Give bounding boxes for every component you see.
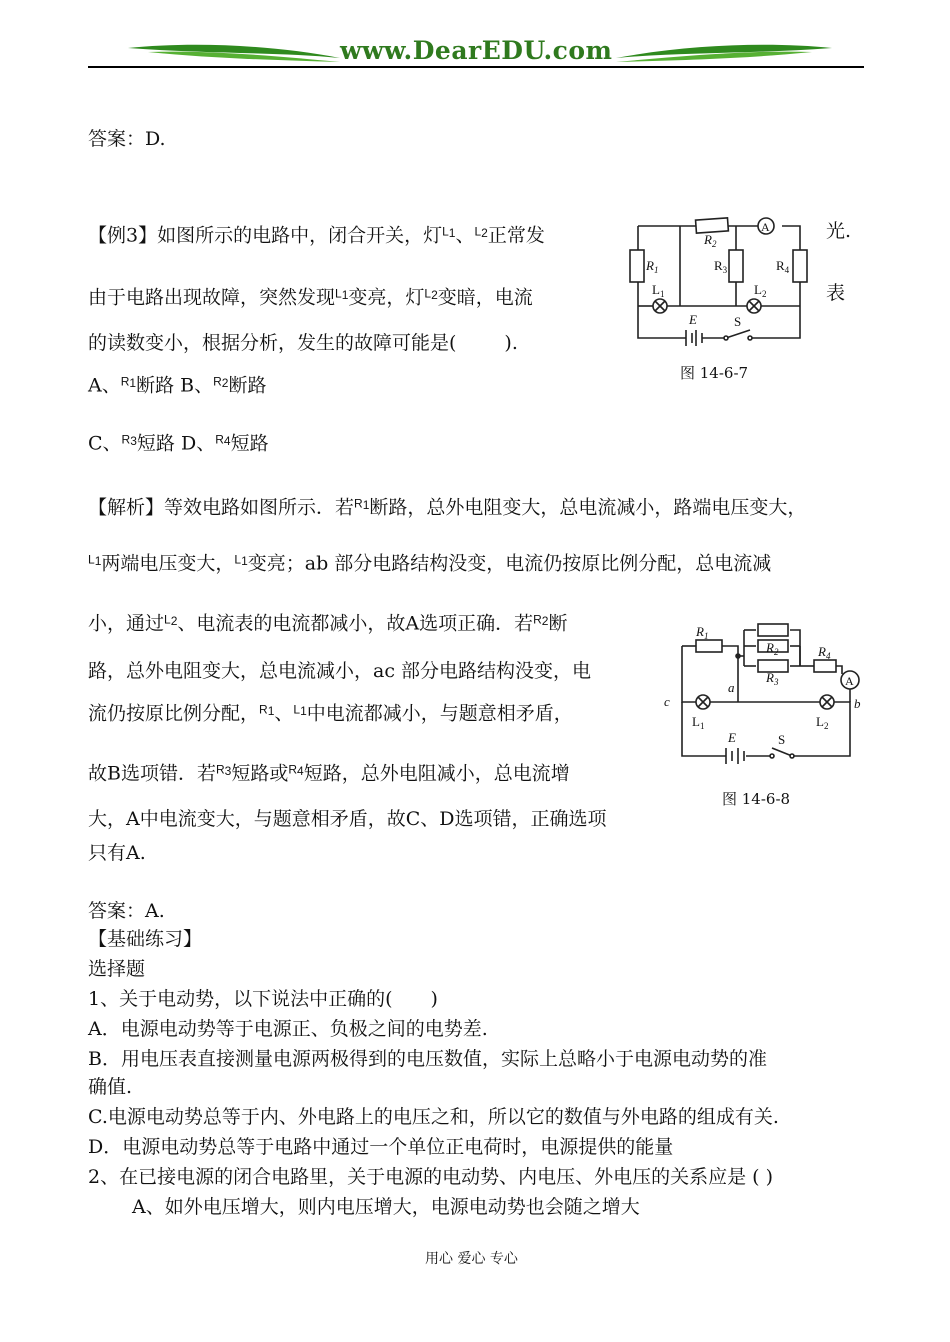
line2-a: 由于电路出现故障，突然发现 bbox=[88, 286, 336, 309]
l2-label: $L_2$ bbox=[754, 282, 767, 299]
sub: 3 bbox=[130, 434, 137, 448]
right-swoosh-icon bbox=[612, 38, 832, 66]
analysis-l3-a: 小，通过 bbox=[88, 612, 165, 635]
analysis-l5-a: 流仍按原比例分配， bbox=[88, 702, 260, 725]
header-rule bbox=[88, 66, 864, 68]
sub: 4 bbox=[223, 434, 231, 448]
sub: 1 bbox=[362, 498, 370, 512]
analysis-line6 bbox=[88, 758, 570, 786]
option-c-label: C、 bbox=[88, 432, 122, 455]
example3-options-cd bbox=[88, 428, 269, 456]
example3-line1 bbox=[88, 220, 545, 248]
symbol-r1: R bbox=[354, 496, 363, 510]
fig2-ammeter-label: A bbox=[845, 674, 854, 688]
sep: 、 bbox=[455, 224, 475, 247]
line3-text: 的读数变小，根据分析，发生的故障可能是( bbox=[88, 332, 457, 354]
symbol-r1: R bbox=[259, 702, 268, 716]
option-a-text: 断路 bbox=[136, 374, 175, 397]
left-swoosh-icon bbox=[128, 38, 343, 66]
emf-label: E bbox=[689, 312, 697, 327]
symbol-l1: L bbox=[293, 702, 301, 716]
sub: 1 bbox=[341, 288, 349, 302]
q1-option-b-line1: B．用电压表直接测量电源两极得到的电压数值，实际上总略小于电源电动势的准 bbox=[88, 1048, 767, 1070]
analysis-l1-a: 【解析】等效电路如图所示．若 bbox=[88, 496, 355, 519]
example3-line1-end: 光. bbox=[826, 220, 852, 242]
example3-line2-end: 表 bbox=[826, 282, 846, 304]
question-1 bbox=[88, 988, 438, 1010]
q2-option-a: A、如外电压增大，则内电压增大，电源电动势也会随之增大 bbox=[132, 1196, 640, 1218]
q1-option-d: D．电源电动势总等于电路中通过一个单位正电荷时，电源提供的能量 bbox=[88, 1136, 674, 1158]
option-a-label: A、 bbox=[88, 374, 121, 397]
fig2-switch-label: S bbox=[778, 732, 786, 747]
analysis-l1-b: 断路，总外电阻变大，总电流减小，路端电压变大， bbox=[369, 496, 807, 519]
fig2-r1-label: $R_1$ bbox=[696, 624, 709, 641]
symbol-r2: R bbox=[533, 612, 542, 626]
figure-1-caption: 图 14-6-7 bbox=[680, 364, 749, 382]
option-b-label: B、 bbox=[174, 374, 214, 397]
symbol-r3: R bbox=[215, 762, 225, 776]
q1-option-b-line2: 确值. bbox=[88, 1076, 133, 1098]
sub: 1 bbox=[129, 376, 137, 390]
example3-lead: 【例3】如图所示的电路中，闭合开关，灯 bbox=[88, 224, 443, 247]
sep: 、 bbox=[274, 702, 294, 725]
sub: 2 bbox=[481, 226, 488, 240]
sub: 2 bbox=[221, 376, 229, 390]
analysis-l2-a: 两端电压变大， bbox=[101, 552, 235, 575]
symbol-l1: L bbox=[234, 552, 242, 566]
sub: 1 bbox=[448, 226, 456, 240]
q1-option-c: C.电源电动势总等于内、外电路上的电压之和，所以它的数值与外电路的组成有关. bbox=[88, 1106, 779, 1128]
answer-1: 答案：D. bbox=[88, 128, 166, 150]
symbol-r2: R bbox=[213, 374, 222, 388]
node-a-label: a bbox=[728, 680, 735, 695]
symbol-l1: L bbox=[442, 224, 449, 238]
option-b-text: 断路 bbox=[228, 374, 267, 397]
basic-practice-title: 【基础练习】 bbox=[88, 928, 203, 950]
figure-2-caption: 图 14-6-8 bbox=[722, 790, 791, 808]
q1-close: ) bbox=[430, 988, 438, 1010]
page-footer: 用心 爱心 专心 bbox=[425, 1251, 518, 1267]
symbol-l2: L bbox=[474, 224, 482, 238]
line2-b: 变亮，灯 bbox=[348, 286, 425, 309]
sub: 1 bbox=[300, 704, 307, 718]
analysis-l5-b: 中电流都减小，与题意相矛盾， bbox=[306, 702, 573, 725]
node-b-label: b bbox=[854, 696, 861, 711]
fig2-l1-label: $L_1$ bbox=[692, 714, 705, 731]
line1-tail: 正常发 bbox=[487, 224, 545, 247]
analysis-line3 bbox=[88, 608, 568, 636]
answer-2: 答案：A. bbox=[88, 900, 165, 922]
option-c-text: 短路 bbox=[136, 432, 175, 455]
symbol-l2: L bbox=[164, 612, 171, 626]
sub: 1 bbox=[267, 704, 275, 718]
sub: 2 bbox=[431, 288, 438, 302]
circuit-figure-2 bbox=[660, 616, 870, 766]
sub: 2 bbox=[541, 614, 549, 628]
ammeter-label: A bbox=[761, 220, 770, 234]
sub: 3 bbox=[224, 764, 232, 778]
analysis-l3-b: 、电流表的电流都减小，故A选项正确．若 bbox=[177, 612, 534, 635]
site-logo: www.DearEDU.com bbox=[340, 36, 613, 65]
analysis-line7: 大，A中电流变大，与题意相矛盾，故C、D选项错，正确选项 bbox=[88, 808, 607, 830]
example3-options-ab bbox=[88, 370, 267, 398]
r2-label: $R_2$ bbox=[704, 232, 717, 249]
symbol-r4: R bbox=[215, 432, 224, 446]
symbol-r1: R bbox=[120, 374, 130, 388]
option-d-text: 短路 bbox=[230, 432, 269, 455]
r4-label: $R_4$ bbox=[776, 258, 790, 275]
node-c-label: c bbox=[664, 694, 670, 709]
switch-label: S bbox=[734, 314, 742, 329]
line3-close: ). bbox=[504, 332, 518, 354]
basic-practice-subtitle: 选择题 bbox=[88, 958, 146, 980]
q1-option-a: A．电源电动势等于电源正、负极之间的电势差. bbox=[88, 1018, 488, 1040]
sub: 1 bbox=[94, 554, 102, 568]
r1-label: $R_1$ bbox=[646, 258, 659, 275]
fig2-r4-label: $R_4$ bbox=[818, 644, 831, 661]
fig2-r2-label: $R_2$ bbox=[766, 640, 779, 657]
analysis-line1 bbox=[88, 492, 806, 520]
analysis-l2-b: 变亮；ab 部分电路结构没变，电流仍按原比例分配，总电流减 bbox=[247, 552, 772, 575]
symbol-l1: L bbox=[335, 286, 342, 300]
line2-c: 变暗，电流 bbox=[437, 286, 533, 309]
symbol-l2: L bbox=[424, 286, 432, 300]
analysis-l6-a: 故B选项错．若 bbox=[88, 762, 216, 785]
sub: 1 bbox=[241, 554, 248, 568]
symbol-l1: L bbox=[88, 552, 95, 566]
question-2: 2、在已接电源的闭合电路里，关于电源的电动势、内电压、外电压的关系应是 ( ) bbox=[88, 1166, 773, 1188]
example3-line2 bbox=[88, 282, 533, 310]
fig2-r3-label: $R_3$ bbox=[766, 670, 779, 687]
analysis-l3-c: 断 bbox=[548, 612, 568, 635]
sub: 2 bbox=[170, 614, 178, 628]
analysis-line4: 路，总外电阻变大，总电流减小，ac 部分电路结构没变，电 bbox=[88, 660, 592, 682]
circuit-figure-1 bbox=[626, 210, 826, 360]
r3-label: $R_3$ bbox=[714, 258, 728, 275]
l1-label: $L_1$ bbox=[652, 282, 665, 299]
analysis-line8: 只有A. bbox=[88, 842, 146, 864]
sub: 4 bbox=[297, 764, 304, 778]
option-d-label: D、 bbox=[174, 432, 216, 455]
analysis-line2 bbox=[88, 548, 771, 576]
symbol-r4: R bbox=[288, 762, 298, 776]
analysis-l6-c: 短路，总外电阻减小，总电流增 bbox=[303, 762, 570, 785]
q1-text: 1、关于电动势，以下说法中正确的( bbox=[88, 988, 393, 1010]
symbol-r3: R bbox=[121, 432, 131, 446]
fig2-l2-label: $L_2$ bbox=[816, 714, 829, 731]
analysis-line5 bbox=[88, 698, 573, 726]
analysis-l6-b: 短路或 bbox=[231, 762, 289, 785]
example3-line3 bbox=[88, 332, 518, 354]
fig2-emf-label: E bbox=[728, 730, 736, 745]
